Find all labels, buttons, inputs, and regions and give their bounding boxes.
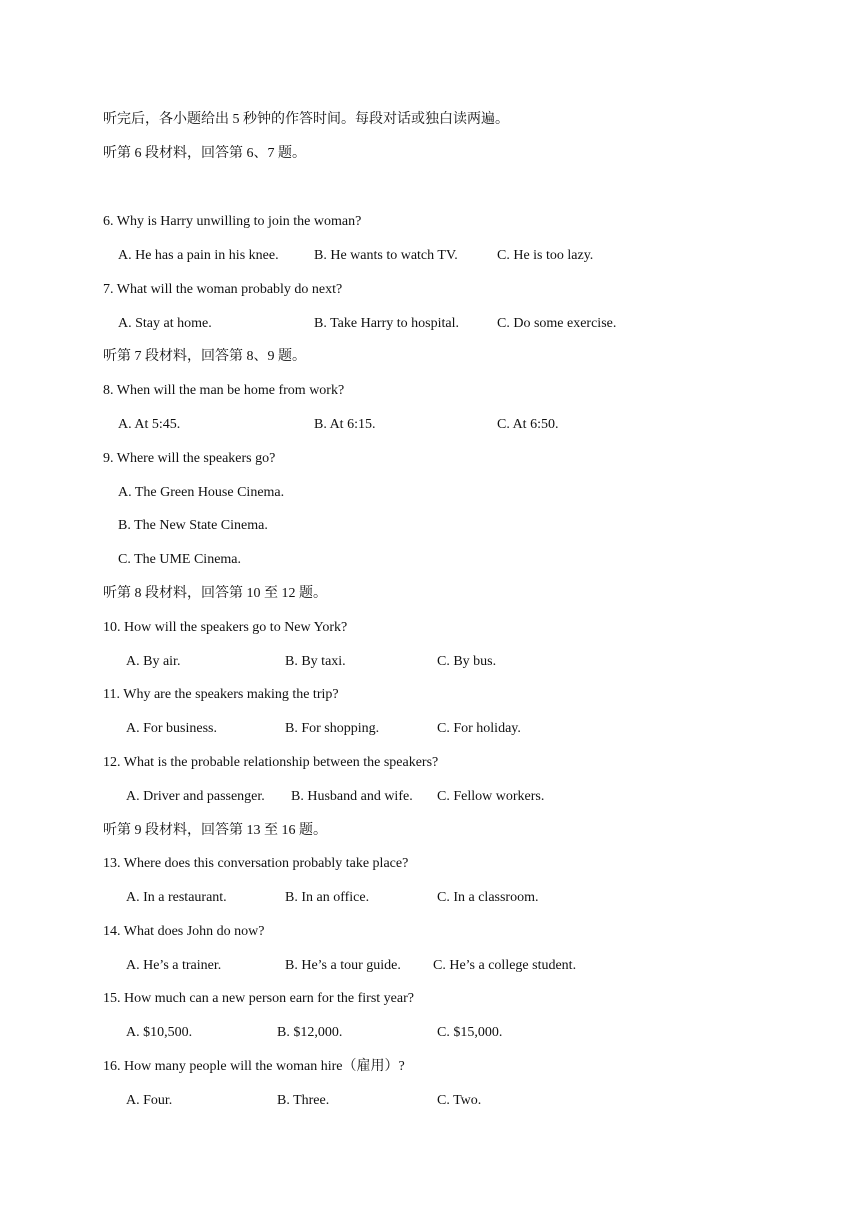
section-heading-6: 听第 6 段材料，回答第 6、7 题。 — [103, 146, 306, 161]
question-7-option-a: A. Stay at home. — [118, 316, 212, 331]
question-11-option-a: A. For business. — [126, 721, 218, 736]
question-16-option-c: C. Two. — [437, 1093, 482, 1108]
question-9-stem: 9. Where will the speakers go? — [103, 451, 276, 466]
question-7-option-b: B. Take Harry to hospital. — [314, 316, 459, 331]
question-10-option-b: B. By taxi. — [285, 654, 346, 669]
question-15-option-a: A. $10,500. — [126, 1025, 193, 1040]
question-8-option-c: C. At 6:50. — [497, 417, 559, 432]
question-10-option-c: C. By bus. — [437, 654, 497, 669]
question-6-option-b: B. He wants to watch TV. — [314, 248, 458, 263]
question-9-option-c: C. The UME Cinema. — [118, 552, 242, 567]
question-8-stem: 8. When will the man be home from work? — [103, 383, 345, 398]
question-12-option-b: B. Husband and wife. — [291, 789, 413, 804]
question-6-option-c: C. He is too lazy. — [497, 248, 594, 263]
question-8-option-b: B. At 6:15. — [314, 417, 376, 432]
question-6-stem: 6. Why is Harry unwilling to join the woman? — [103, 214, 362, 229]
question-14-option-a: A. He’s a trainer. — [126, 958, 222, 973]
section-heading-7: 听第 7 段材料，回答第 8、9 题。 — [103, 349, 306, 364]
question-15-option-b: B. $12,000. — [277, 1025, 343, 1040]
question-10-stem: 10. How will the speakers go to New York? — [103, 620, 348, 635]
question-11-stem: 11. Why are the speakers making the trip? — [103, 687, 339, 702]
section-heading-8: 听第 8 段材料，回答第 10 至 12 题。 — [103, 586, 327, 601]
question-16-option-b: B. Three. — [277, 1093, 330, 1108]
question-13-option-b: B. In an office. — [285, 890, 370, 905]
question-13-option-a: A. In a restaurant. — [126, 890, 227, 905]
question-6-option-a: A. He has a pain in his knee. — [118, 248, 279, 263]
question-15-option-c: C. $15,000. — [437, 1025, 503, 1040]
question-7-stem: 7. What will the woman probably do next? — [103, 282, 343, 297]
question-16-stem: 16. How many people will the woman hire（雇用）? — [103, 1059, 405, 1074]
question-8-option-a: A. At 5:45. — [118, 417, 181, 432]
question-16-option-a: A. Four. — [126, 1093, 173, 1108]
question-12-option-a: A. Driver and passenger. — [126, 789, 265, 804]
question-12-option-c: C. Fellow workers. — [437, 789, 545, 804]
question-13-option-c: C. In a classroom. — [437, 890, 539, 905]
question-12-stem: 12. What is the probable relationship between the speakers? — [103, 755, 439, 770]
question-11-option-c: C. For holiday. — [437, 721, 521, 736]
question-15-stem: 15. How much can a new person earn for the first year? — [103, 991, 414, 1006]
question-14-stem: 14. What does John do now? — [103, 924, 265, 939]
question-13-stem: 13. Where does this conversation probably take place? — [103, 856, 409, 871]
question-11-option-b: B. For shopping. — [285, 721, 380, 736]
question-7-option-c: C. Do some exercise. — [497, 316, 617, 331]
section-heading-9: 听第 9 段材料，回答第 13 至 16 题。 — [103, 823, 327, 838]
instruction-text: 听完后，各小题给出 5 秒钟的作答时间。每段对话或独白读两遍。 — [103, 112, 509, 127]
question-9-option-b: B. The New State Cinema. — [118, 518, 268, 533]
question-14-option-c: C. He’s a college student. — [433, 958, 577, 973]
question-14-option-b: B. He’s a tour guide. — [285, 958, 401, 973]
question-9-option-a: A. The Green House Cinema. — [118, 485, 285, 500]
question-10-option-a: A. By air. — [126, 654, 181, 669]
